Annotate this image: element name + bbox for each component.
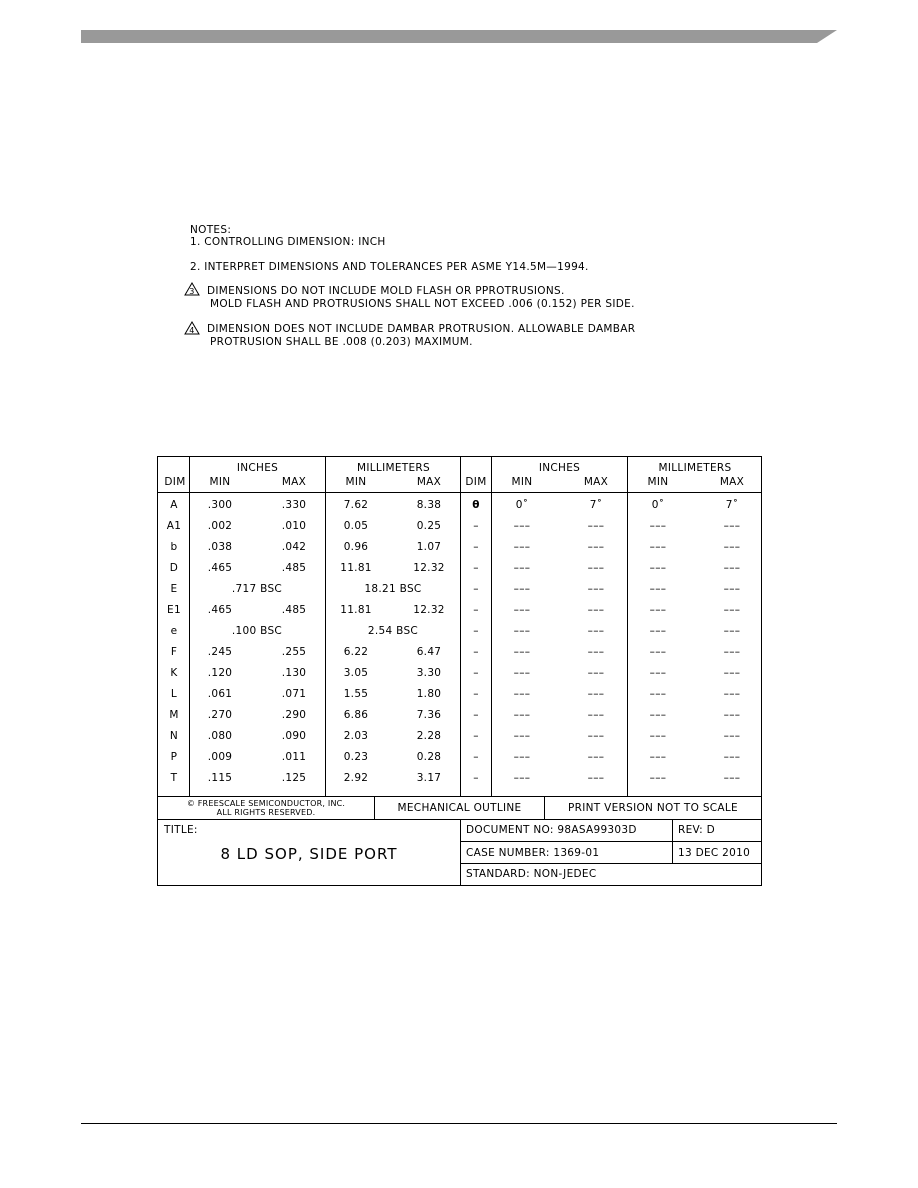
- min-header: MIN: [647, 476, 669, 488]
- dim-cell: –: [473, 751, 479, 763]
- dim-cell: A1: [166, 520, 182, 532]
- dim-cell: T: [170, 772, 178, 784]
- mm-min-cell: 0.23: [343, 751, 369, 763]
- header-bar: [81, 28, 837, 41]
- print-version-label: PRINT VERSION NOT TO SCALE: [567, 802, 738, 814]
- mm-min-cell: –––: [649, 667, 667, 679]
- inches-max-cell: –––: [587, 541, 605, 553]
- inches-min-cell: –––: [513, 730, 531, 742]
- inches-min-cell: –––: [513, 604, 531, 616]
- inches-bsc-cell: .717 BSC: [231, 583, 283, 595]
- mm-max-cell: 3.17: [416, 772, 442, 784]
- dim-cell: –: [473, 625, 479, 637]
- mm-max-cell: 7˚: [725, 499, 739, 511]
- inches-max-cell: –––: [587, 772, 605, 784]
- inches-max-cell: .010: [281, 520, 307, 532]
- mm-min-cell: –––: [649, 604, 667, 616]
- inches-min-cell: .061: [207, 688, 233, 700]
- dim-cell: L: [170, 688, 178, 700]
- title-block-divider: [460, 819, 461, 885]
- copyright-line-1: © FREESCALE SEMICONDUCTOR, INC.: [186, 799, 346, 808]
- dim-cell: E1: [167, 604, 181, 616]
- inches-max-cell: .011: [281, 751, 307, 763]
- note-3-flag-icon: [184, 282, 200, 296]
- copyright-line-2: ALL RIGHTS RESERVED.: [216, 808, 316, 817]
- dim-cell: A: [170, 499, 178, 511]
- mm-max-cell: 12.32: [413, 562, 445, 574]
- mm-min-cell: –––: [649, 709, 667, 721]
- inches-max-cell: –––: [587, 667, 605, 679]
- inches-min-cell: –––: [513, 646, 531, 658]
- mm-min-cell: 6.22: [343, 646, 369, 658]
- mm-min-cell: –––: [649, 541, 667, 553]
- mm-min-cell: 2.92: [343, 772, 369, 784]
- mm-max-cell: 1.80: [416, 688, 442, 700]
- inches-min-cell: .009: [207, 751, 233, 763]
- inches-max-cell: –––: [587, 646, 605, 658]
- standard: STANDARD: NON-JEDEC: [466, 868, 597, 880]
- mm-max-cell: 0.25: [416, 520, 442, 532]
- note-2: 2. INTERPRET DIMENSIONS AND TOLERANCES PER ASME Y14.5M—1994.: [190, 261, 589, 273]
- mm-min-cell: 1.55: [343, 688, 369, 700]
- dimension-table: [157, 456, 762, 886]
- min-header: MIN: [209, 476, 231, 488]
- dim-cell: F: [170, 646, 178, 658]
- dim-cell: –: [473, 772, 479, 784]
- mm-min-cell: –––: [649, 772, 667, 784]
- inches-min-cell: –––: [513, 625, 531, 637]
- mm-bsc-cell: 18.21 BSC: [364, 583, 422, 595]
- inches-min-cell: .245: [207, 646, 233, 658]
- inches-min-cell: –––: [513, 688, 531, 700]
- dim-cell: P: [170, 751, 178, 763]
- dim-cell: –: [473, 583, 479, 595]
- inches-max-cell: .330: [281, 499, 307, 511]
- mm-min-cell: 11.81: [340, 562, 372, 574]
- dim-cell: e: [170, 625, 178, 637]
- mm-min-cell: 6.86: [343, 709, 369, 721]
- inches-min-cell: –––: [513, 520, 531, 532]
- mm-min-cell: –––: [649, 562, 667, 574]
- inches-max-cell: –––: [587, 625, 605, 637]
- inches-min-cell: .465: [207, 562, 233, 574]
- mm-min-cell: –––: [649, 730, 667, 742]
- mm-min-cell: –––: [649, 646, 667, 658]
- inches-header-right: INCHES: [538, 462, 581, 474]
- drawing-date: 13 DEC 2010: [678, 847, 751, 859]
- inches-max-cell: .071: [281, 688, 307, 700]
- table-bottom-divider: [158, 796, 761, 797]
- mm-min-cell: 7.62: [343, 499, 369, 511]
- mm-max-cell: –––: [723, 709, 741, 721]
- inches-min-cell: –––: [513, 583, 531, 595]
- dim-cell: M: [169, 709, 179, 721]
- inches-min-cell: –––: [513, 541, 531, 553]
- mm-max-cell: –––: [723, 520, 741, 532]
- mm-min-cell: –––: [649, 583, 667, 595]
- title-label: TITLE:: [164, 824, 198, 836]
- header-divider: [158, 492, 761, 493]
- inches-max-cell: –––: [587, 709, 605, 721]
- inches-max-cell: .042: [281, 541, 307, 553]
- note-4-number: 4: [189, 326, 195, 335]
- inches-max-cell: –––: [587, 520, 605, 532]
- mm-max-cell: –––: [723, 541, 741, 553]
- mm-max-cell: 3.30: [416, 667, 442, 679]
- revision: REV: D: [678, 824, 716, 836]
- inches-max-cell: .255: [281, 646, 307, 658]
- mm-min-cell: 2.03: [343, 730, 369, 742]
- max-header: MAX: [281, 476, 307, 488]
- document-number: DOCUMENT NO: 98ASA99303D: [466, 824, 637, 836]
- inches-max-cell: .130: [281, 667, 307, 679]
- note-3-line-1: DIMENSIONS DO NOT INCLUDE MOLD FLASH OR PPROTRUSIONS.: [207, 285, 565, 297]
- mm-max-cell: 8.38: [416, 499, 442, 511]
- inches-min-cell: –––: [513, 772, 531, 784]
- dim-cell: N: [169, 730, 179, 742]
- note-1: 1. CONTROLLING DIMENSION: INCH: [190, 236, 386, 248]
- inches-min-cell: .038: [207, 541, 233, 553]
- dim-cell: D: [169, 562, 179, 574]
- inches-min-cell: .270: [207, 709, 233, 721]
- max-header: MAX: [416, 476, 442, 488]
- mm-max-cell: 12.32: [413, 604, 445, 616]
- inches-max-cell: –––: [587, 604, 605, 616]
- dim-cell: –: [473, 709, 479, 721]
- mm-min-cell: 0.96: [343, 541, 369, 553]
- case-number: CASE NUMBER: 1369-01: [466, 847, 600, 859]
- inches-max-cell: –––: [587, 562, 605, 574]
- inches-min-cell: .002: [207, 520, 233, 532]
- mm-min-cell: 0˚: [651, 499, 665, 511]
- mm-max-cell: –––: [723, 583, 741, 595]
- drawing-title: 8 LD SOP, SIDE PORT: [220, 845, 398, 863]
- dim-cell: –: [473, 562, 479, 574]
- mm-max-cell: –––: [723, 667, 741, 679]
- inches-max-cell: –––: [587, 688, 605, 700]
- inches-max-cell: .125: [281, 772, 307, 784]
- inches-max-cell: 7˚: [589, 499, 603, 511]
- dim-cell: –: [473, 520, 479, 532]
- mm-max-cell: 1.07: [416, 541, 442, 553]
- note-3-line-2: MOLD FLASH AND PROTRUSIONS SHALL NOT EXCEED .006 (0.152) PER SIDE.: [210, 298, 635, 310]
- mm-min-cell: 11.81: [340, 604, 372, 616]
- inches-max-cell: .090: [281, 730, 307, 742]
- dim-cell: –: [473, 646, 479, 658]
- dim-cell: –: [473, 667, 479, 679]
- mm-header-left: MILLIMETERS: [357, 462, 430, 474]
- inches-max-cell: –––: [587, 583, 605, 595]
- mm-max-cell: –––: [723, 730, 741, 742]
- inches-header-left: INCHES: [236, 462, 279, 474]
- mm-max-cell: –––: [723, 562, 741, 574]
- inches-max-cell: .485: [281, 604, 307, 616]
- dim-cell: θ: [472, 499, 480, 511]
- mm-max-cell: –––: [723, 604, 741, 616]
- inches-min-cell: –––: [513, 709, 531, 721]
- mm-min-cell: –––: [649, 625, 667, 637]
- title-block-divider: [460, 841, 761, 842]
- note-4-line-2: PROTRUSION SHALL BE .008 (0.203) MAXIMUM.: [210, 336, 473, 348]
- mm-max-cell: 7.36: [416, 709, 442, 721]
- mechanical-outline-label: MECHANICAL OUTLINE: [397, 802, 522, 814]
- dim-cell: –: [473, 541, 479, 553]
- dim-cell: E: [170, 583, 178, 595]
- mm-min-cell: 3.05: [343, 667, 369, 679]
- inches-max-cell: –––: [587, 751, 605, 763]
- mm-max-cell: 2.28: [416, 730, 442, 742]
- note-3-number: 3: [189, 287, 195, 296]
- mm-min-cell: –––: [649, 688, 667, 700]
- dim-cell: –: [473, 730, 479, 742]
- note-4-flag-icon: [184, 321, 200, 335]
- inches-max-cell: .290: [281, 709, 307, 721]
- mm-max-cell: –––: [723, 646, 741, 658]
- mm-max-cell: –––: [723, 688, 741, 700]
- inches-min-cell: .465: [207, 604, 233, 616]
- inches-max-cell: –––: [587, 730, 605, 742]
- title-block-divider: [460, 863, 761, 864]
- dim-cell: K: [170, 667, 178, 679]
- note-4-line-1: DIMENSION DOES NOT INCLUDE DAMBAR PROTRUSION. ALLOWABLE DAMBAR: [207, 323, 636, 335]
- mm-max-cell: 6.47: [416, 646, 442, 658]
- inches-bsc-cell: .100 BSC: [231, 625, 283, 637]
- inches-max-cell: .485: [281, 562, 307, 574]
- inches-min-cell: –––: [513, 562, 531, 574]
- dim-header-right: DIM: [465, 476, 487, 488]
- mm-bsc-cell: 2.54 BSC: [367, 625, 419, 637]
- inches-min-cell: –––: [513, 751, 531, 763]
- min-header: MIN: [345, 476, 367, 488]
- dim-cell: –: [473, 688, 479, 700]
- mm-min-cell: 0.05: [343, 520, 369, 532]
- notes-heading: NOTES:: [190, 224, 232, 236]
- max-header: MAX: [583, 476, 609, 488]
- mm-header-right: MILLIMETERS: [658, 462, 732, 474]
- min-header: MIN: [511, 476, 533, 488]
- inches-min-cell: 0˚: [515, 499, 529, 511]
- mm-max-cell: –––: [723, 625, 741, 637]
- footer-rule: [81, 1123, 837, 1124]
- dim-header-left: DIM: [164, 476, 186, 488]
- title-block-divider: [672, 819, 673, 863]
- max-header: MAX: [719, 476, 745, 488]
- dim-cell: b: [170, 541, 178, 553]
- inches-min-cell: .115: [207, 772, 233, 784]
- mm-max-cell: 0.28: [416, 751, 442, 763]
- mm-max-cell: –––: [723, 772, 741, 784]
- inches-min-cell: .120: [207, 667, 233, 679]
- inches-min-cell: .300: [207, 499, 233, 511]
- mm-max-cell: –––: [723, 751, 741, 763]
- inches-min-cell: –––: [513, 667, 531, 679]
- inches-min-cell: .080: [207, 730, 233, 742]
- mm-min-cell: –––: [649, 520, 667, 532]
- mm-min-cell: –––: [649, 751, 667, 763]
- dim-cell: –: [473, 604, 479, 616]
